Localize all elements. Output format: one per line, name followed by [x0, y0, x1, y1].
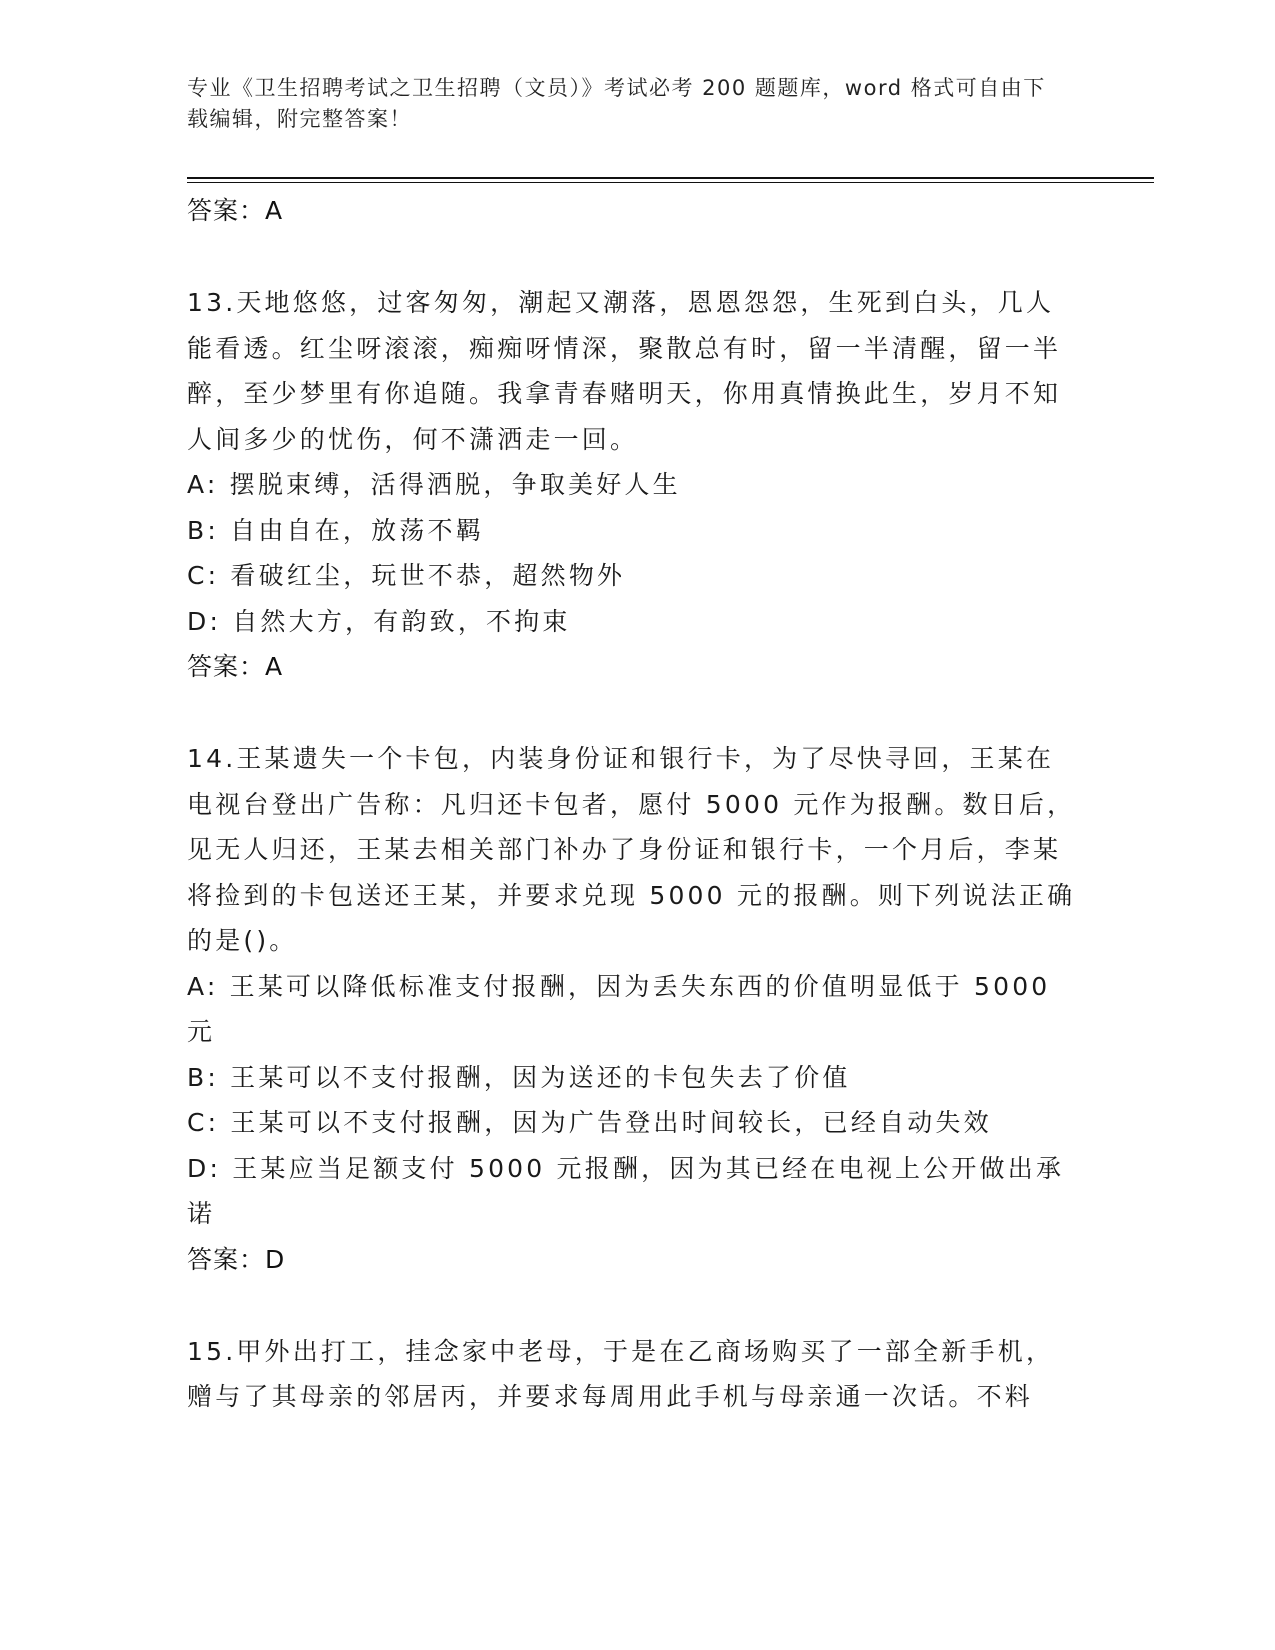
document-body: [187, 188, 1077, 1420]
option-b: B: 王某可以不支付报酬，因为送还的卡包失去了价值: [187, 1062, 851, 1092]
question-13: [187, 280, 1077, 690]
header-divider-thick: [187, 177, 1154, 179]
question-stem: 14.王某遗失一个卡包，内装身份证和银行卡，为了尽快寻回，王某在电视台登出广告称：凡归还卡包者，愿付 5000 元作为报酬。数日后，见无人归还，王某去相关部门补办了身份证和银行卡，一个月后，李某将捡到的卡包送还王某，并要求兑现 5000 元的报酬。则下列说法正确的是()。: [187, 744, 1076, 955]
option-b: B: 自由自在，放荡不羁: [187, 515, 484, 545]
spacer: [187, 1283, 1077, 1329]
answer-value: D: [265, 1244, 286, 1274]
page-header-title: 专业《卫生招聘考试之卫生招聘（文员）》考试必考 200 题题库，word 格式可自由下载编辑，附完整答案！: [187, 76, 1046, 131]
answer-label: 答案：: [187, 1244, 266, 1274]
answer-line: [187, 644, 1077, 690]
question-14: [187, 736, 1077, 1283]
option-a: A: 王某可以降低标准支付报酬，因为丢失东西的价值明显低于 5000 元: [187, 971, 1051, 1046]
question-15: [187, 1329, 1077, 1420]
answer-line: [187, 1237, 1077, 1283]
question-stem: 15.甲外出打工，挂念家中老母，于是在乙商场购买了一部全新手机，赠与了其母亲的邻居丙，并要求每周用此手机与母亲通一次话。不料: [187, 1336, 1055, 1411]
answer-value: A: [265, 652, 284, 681]
option-c: C: 王某可以不支付报酬，因为广告登出时间较长，已经自动失效: [187, 1108, 992, 1137]
question-stem: 13.天地悠悠，过客匆匆，潮起又潮落，恩恩怨怨，生死到白头，几人能看透。红尘呀滚滚，痴痴呀情深，聚散总有时，留一半清醒，留一半醉，至少梦里有你追随。我拿青春赌明天，你用真情换此生，岁月不知人间多少的忧伤，何不潇洒走一回。: [187, 288, 1062, 454]
answer-line-previous: [187, 188, 1077, 234]
answer-value: A: [265, 196, 284, 225]
option-d: D: 王某应当足额支付 5000 元报酬，因为其已经在电视上公开做出承诺: [187, 1153, 1065, 1228]
option-d: D: 自然大方，有韵致，不拘束: [187, 606, 571, 636]
header-divider-thin: [187, 182, 1154, 183]
answer-label: 答案：: [187, 196, 266, 225]
answer-label: 答案：: [187, 652, 266, 681]
option-c: C: 看破红尘，玩世不恭，超然物外: [187, 561, 626, 590]
option-a: A: 摆脱束缚，活得洒脱，争取美好人生: [187, 470, 681, 499]
spacer: [187, 690, 1077, 736]
